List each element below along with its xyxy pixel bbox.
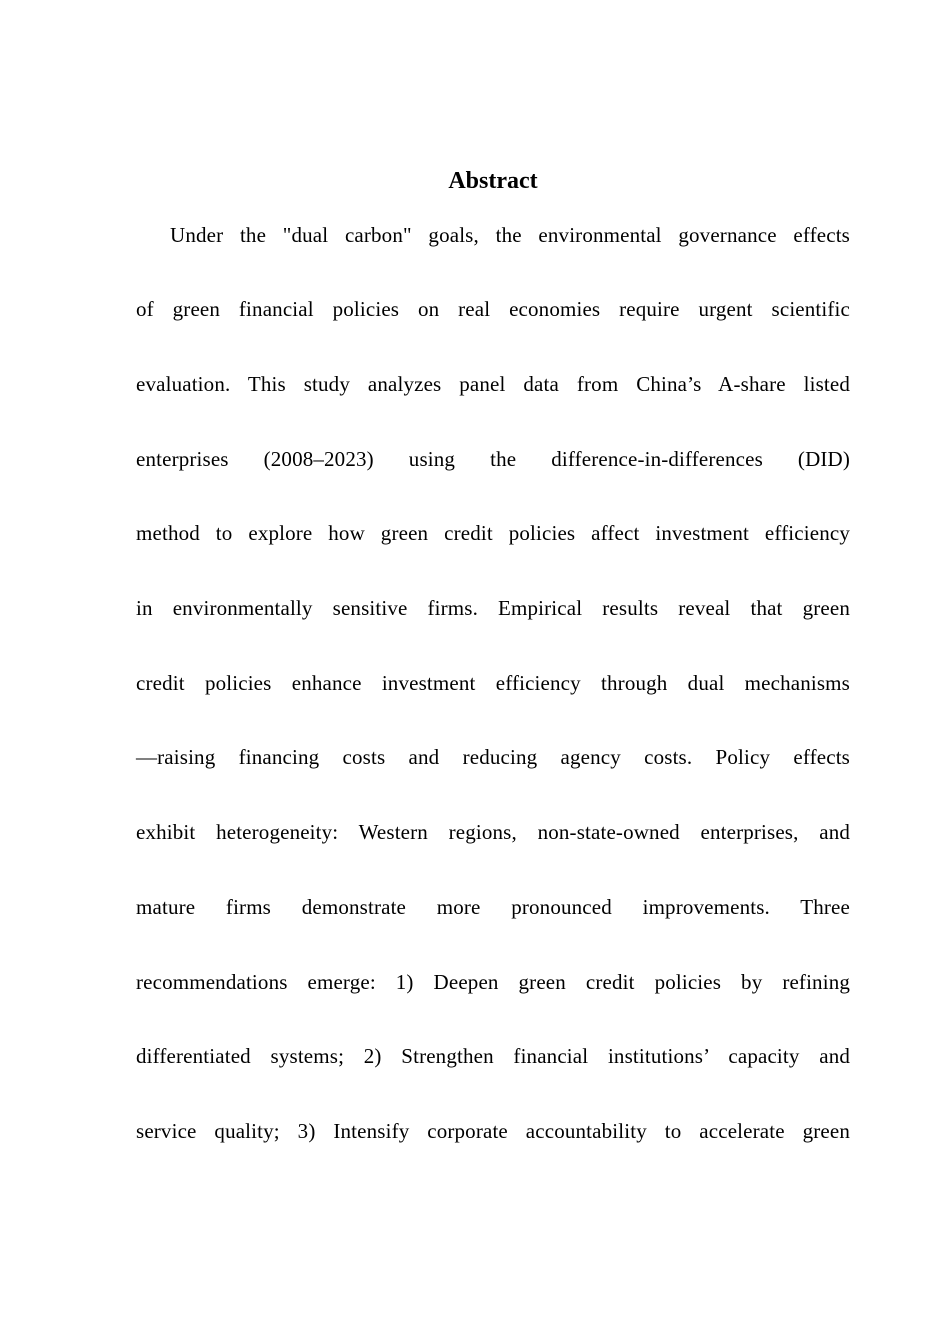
abstract-line-10: mature firms demonstrate more pronounced improvements. Three [136,895,850,919]
abstract-line-12: differentiated systems; 2) Strengthen financial institutions’ capacity and [136,1044,850,1068]
abstract-line-4: enterprises (2008–2023) using the difference-in-differences (DID) [136,447,850,471]
abstract-line-6: in environmentally sensitive firms. Empirical results reveal that green [136,596,850,620]
abstract-line-11: recommendations emerge: 1) Deepen green credit policies by refining [136,970,850,994]
abstract-line-1: Under the "dual carbon" goals, the environmental governance effects [170,223,850,247]
abstract-title: Abstract [448,168,538,194]
abstract-line-9: exhibit heterogeneity: Western regions, non-state-owned enterprises, and [136,820,850,844]
abstract-line-3: evaluation. This study analyzes panel data from China’s A-share listed [136,372,850,396]
abstract-line-7: credit policies enhance investment efficiency through dual mechanisms [136,671,850,695]
abstract-line-8: —raising financing costs and reducing agency costs. Policy effects [136,745,850,769]
abstract-line-13: service quality; 3) Intensify corporate accountability to accelerate green [136,1119,850,1143]
abstract-line-5: method to explore how green credit policies affect investment efficiency [136,521,850,545]
abstract-line-2: of green financial policies on real economies require urgent scientific [136,297,850,321]
